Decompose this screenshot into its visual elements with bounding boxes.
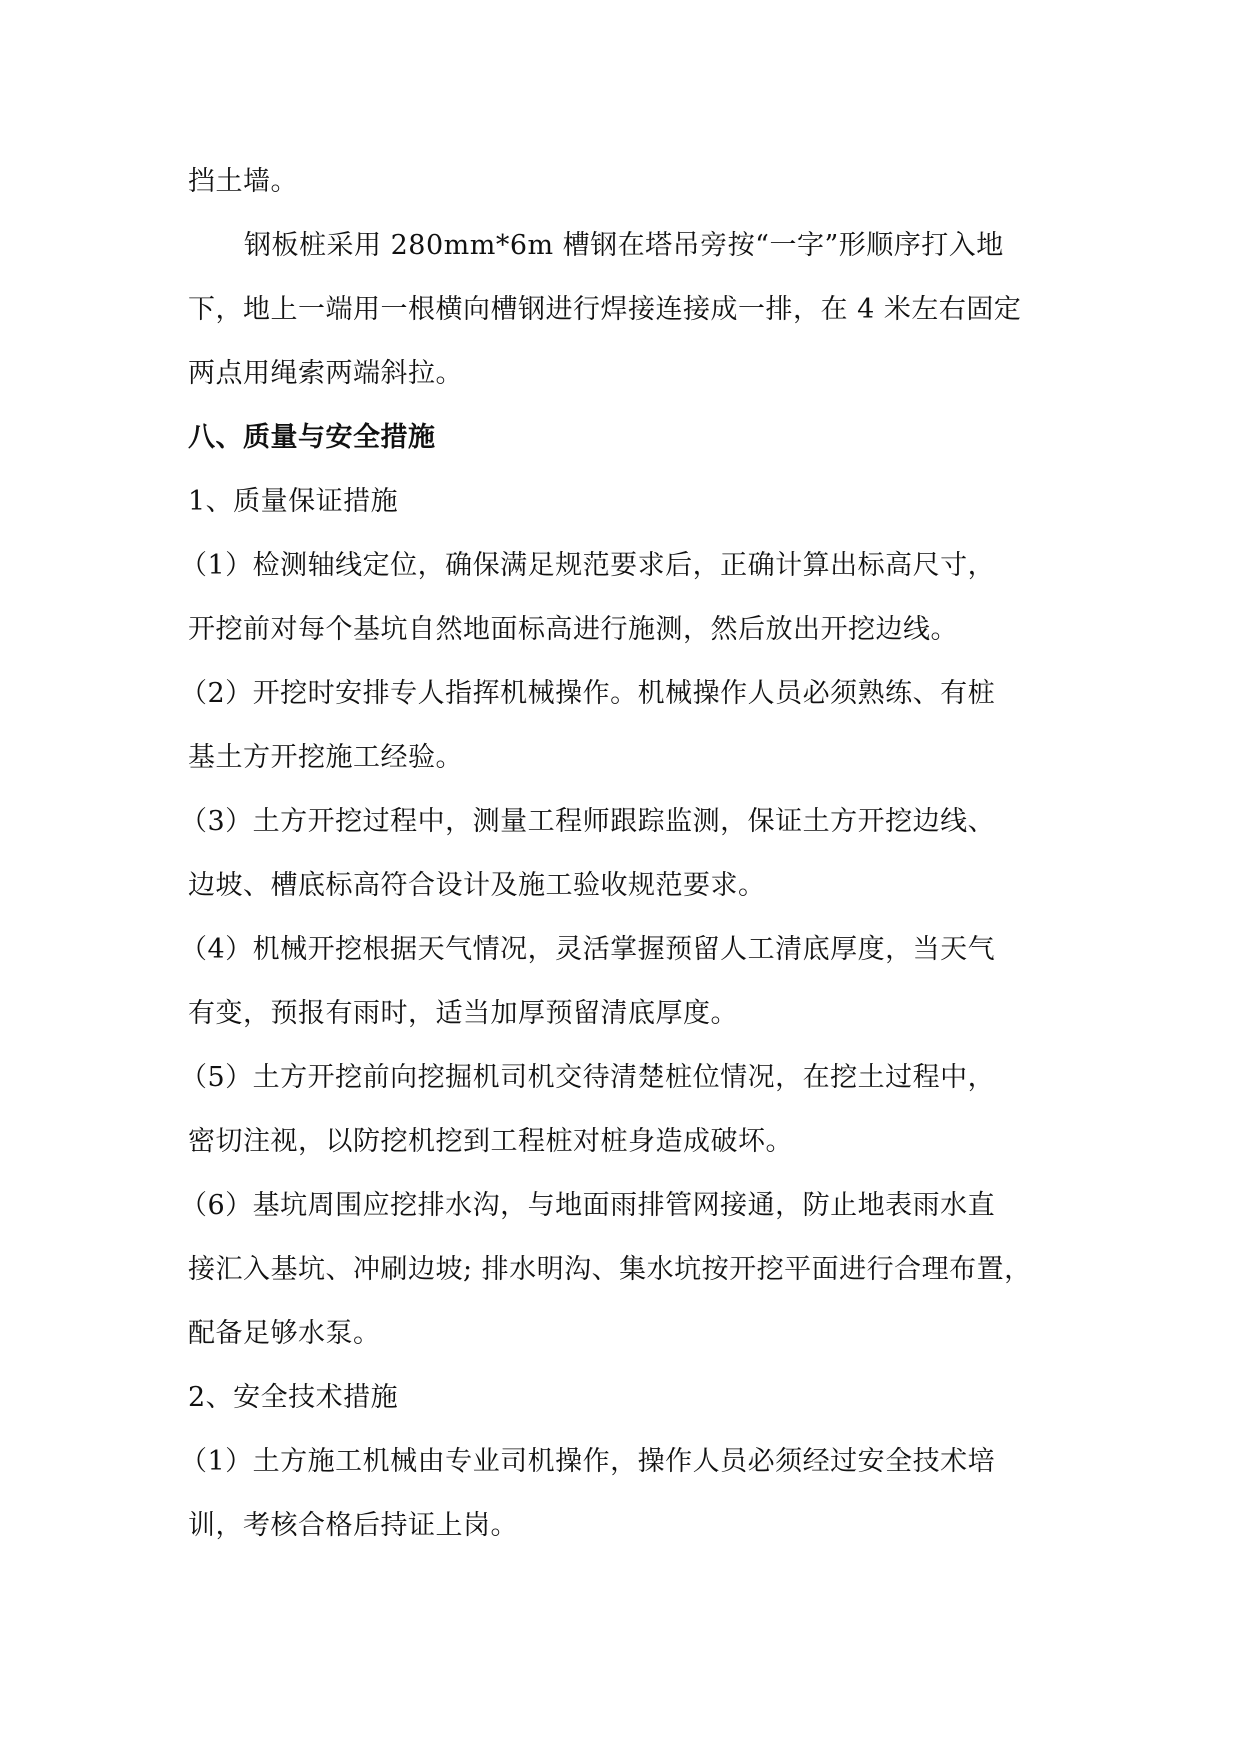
text-line: 两点用绳索两端斜拉。 xyxy=(188,358,463,389)
section-heading: 八、质量与安全措施 xyxy=(188,422,436,453)
text-line: 挡土墙。 xyxy=(188,166,298,197)
text-line: （6）基坑周围应挖排水沟，与地面雨排管网接通，防止地表雨水直 xyxy=(180,1190,996,1221)
text-line: （1）检测轴线定位，确保满足规范要求后，正确计算出标高尺寸， xyxy=(180,550,996,581)
text-line: （3）土方开挖过程中，测量工程师跟踪监测，保证土方开挖边线、 xyxy=(180,806,996,837)
text-line: 有变，预报有雨时，适当加厚预留清底厚度。 xyxy=(188,998,738,1029)
text-line: 接汇入基坑、冲刷边坡; 排水明沟、集水坑按开挖平面进行合理布置， xyxy=(188,1254,1032,1285)
text-line: 密切注视，以防挖机挖到工程桩对桩身造成破坏。 xyxy=(188,1126,793,1157)
text-line: （5）土方开挖前向挖掘机司机交待清楚桩位情况，在挖土过程中， xyxy=(180,1062,996,1093)
text-line: （1）土方施工机械由专业司机操作，操作人员必须经过安全技术培 xyxy=(180,1446,996,1477)
text-line: 下，地上一端用一根横向槽钢进行焊接连接成一排，在 4 米左右固定 xyxy=(188,294,1022,325)
subsection-heading: 1、质量保证措施 xyxy=(188,486,399,517)
text-line: （2）开挖时安排专人指挥机械操作。机械操作人员必须熟练、有桩 xyxy=(180,678,996,709)
text-line: 钢板桩采用 280mm*6m 槽钢在塔吊旁按“一字”形顺序打入地 xyxy=(244,230,1004,261)
text-line: 配备足够水泵。 xyxy=(188,1318,381,1349)
text-line: 基土方开挖施工经验。 xyxy=(188,742,463,773)
document-page xyxy=(180,150,1054,1558)
text-line: （4）机械开挖根据天气情况，灵活掌握预留人工清底厚度，当天气 xyxy=(180,934,996,965)
text-line: 训，考核合格后持证上岗。 xyxy=(188,1510,518,1541)
text-line: 开挖前对每个基坑自然地面标高进行施测，然后放出开挖边线。 xyxy=(188,614,958,645)
text-line: 边坡、槽底标高符合设计及施工验收规范要求。 xyxy=(188,870,766,901)
subsection-heading: 2、安全技术措施 xyxy=(188,1382,399,1413)
